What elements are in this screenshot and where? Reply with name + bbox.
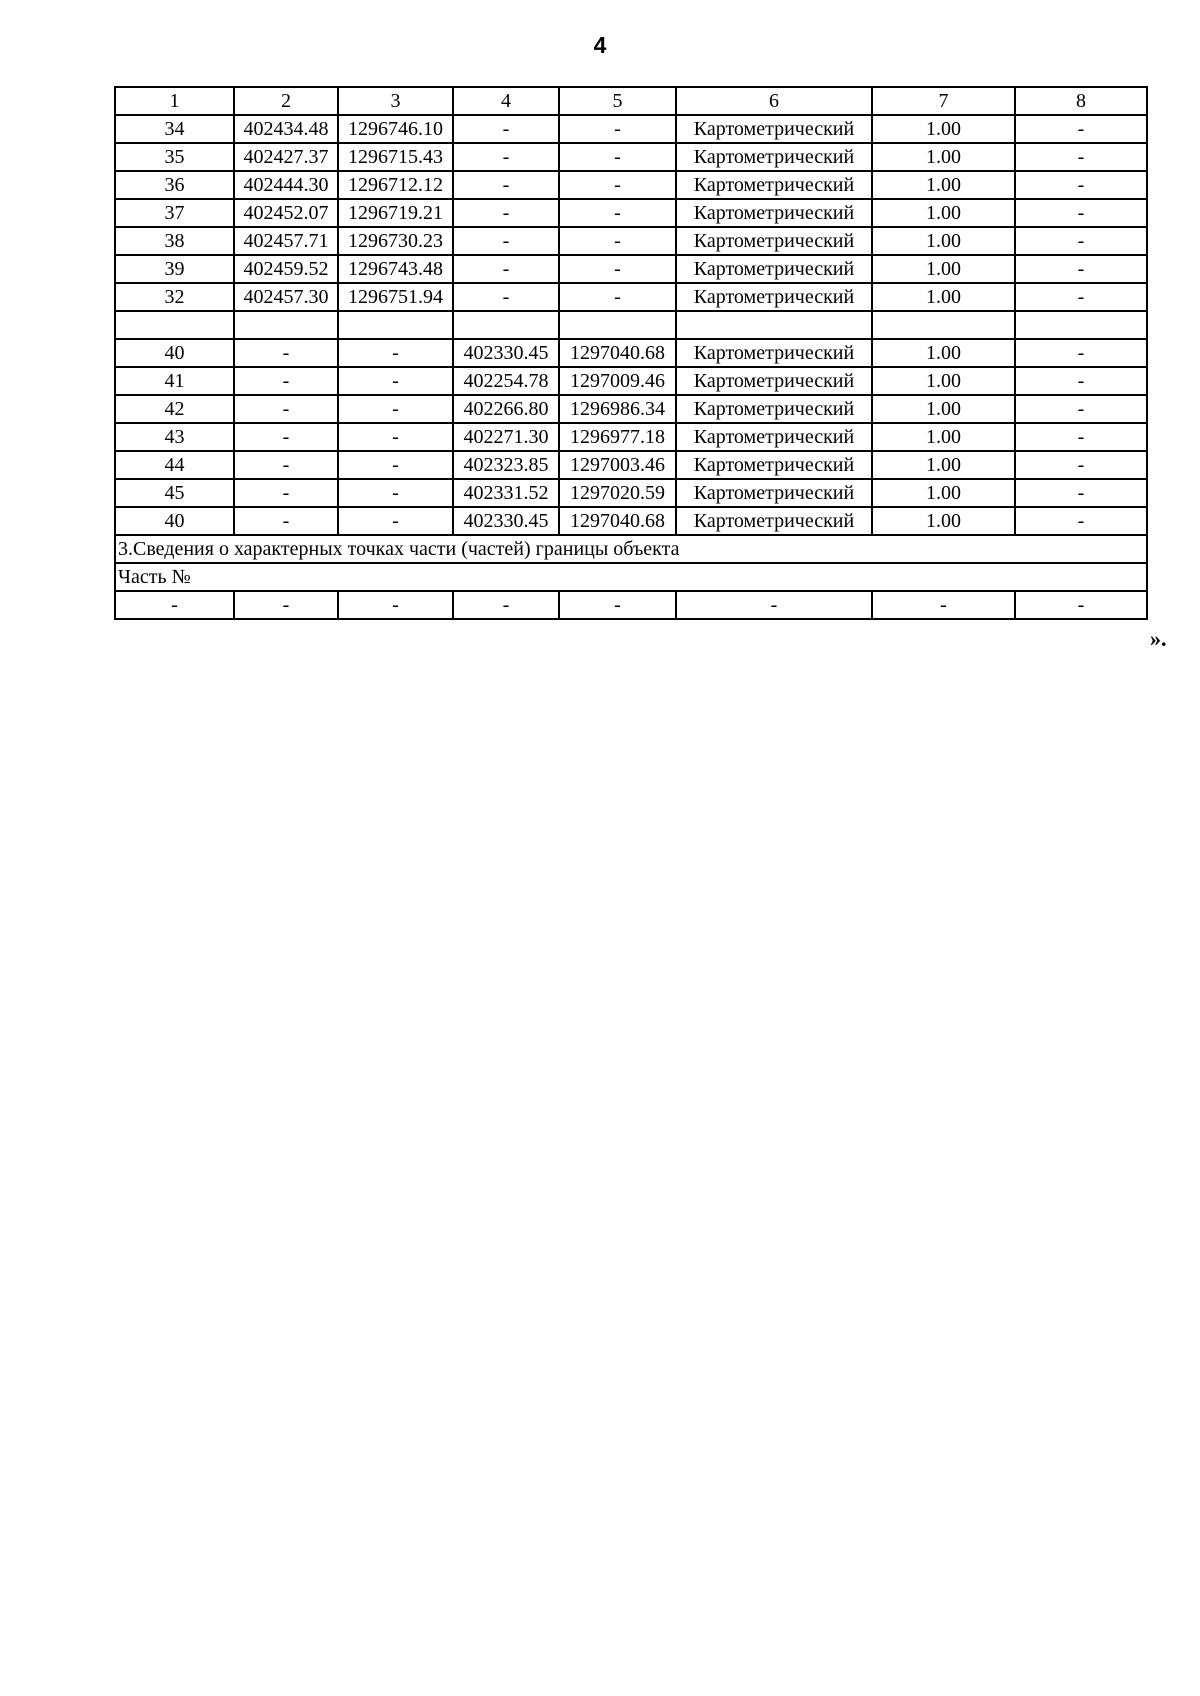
table-row — [115, 479, 1147, 507]
table-cell: - — [453, 115, 559, 143]
table-cell: - — [338, 591, 453, 619]
table-cell: - — [338, 339, 453, 367]
table-row — [115, 423, 1147, 451]
table-cell: Картометрический — [676, 115, 872, 143]
table-cell: - — [1015, 367, 1147, 395]
table-cell — [559, 311, 676, 339]
table-cell: - — [453, 255, 559, 283]
table-header-cell: 7 — [872, 87, 1015, 115]
table-cell: - — [453, 227, 559, 255]
table-cell: - — [1015, 339, 1147, 367]
table-cell: 402271.30 — [453, 423, 559, 451]
table-cell: 402457.30 — [234, 283, 338, 311]
table-cell: - — [234, 591, 338, 619]
closing-quote: ». — [1150, 626, 1167, 651]
table-cell: - — [1015, 171, 1147, 199]
table-cell: - — [1015, 255, 1147, 283]
table-cell: 1296743.48 — [338, 255, 453, 283]
table-row — [115, 255, 1147, 283]
table-cell: 34 — [115, 115, 234, 143]
table-cell: - — [1015, 143, 1147, 171]
table-cell: Картометрический — [676, 199, 872, 227]
table-cell: - — [559, 227, 676, 255]
table-cell: Картометрический — [676, 423, 872, 451]
table-header-cell: 4 — [453, 87, 559, 115]
table-cell: 402459.52 — [234, 255, 338, 283]
table-cell: 39 — [115, 255, 234, 283]
table-cell: 1.00 — [872, 115, 1015, 143]
table-cell: 1297040.68 — [559, 507, 676, 535]
table-row — [115, 143, 1147, 171]
table-cell: Картометрический — [676, 395, 872, 423]
table-cell: - — [234, 367, 338, 395]
table-cell: 1.00 — [872, 283, 1015, 311]
table-cell: 1296730.23 — [338, 227, 453, 255]
table-cell: 42 — [115, 395, 234, 423]
table-cell: - — [559, 115, 676, 143]
table-cell: 1296715.43 — [338, 143, 453, 171]
table-cell: Картометрический — [676, 227, 872, 255]
table-cell: 1296719.21 — [338, 199, 453, 227]
table-cell: 1296751.94 — [338, 283, 453, 311]
table-cell: Картометрический — [676, 507, 872, 535]
table-cell: - — [559, 283, 676, 311]
table-cell: - — [453, 171, 559, 199]
table-cell: - — [234, 395, 338, 423]
part-label: Часть № — [115, 563, 1147, 591]
table-cell: Картометрический — [676, 451, 872, 479]
table-cell: 1.00 — [872, 395, 1015, 423]
table-row — [115, 395, 1147, 423]
table-cell — [453, 311, 559, 339]
part-row — [115, 591, 1147, 619]
table-cell: - — [234, 479, 338, 507]
table-cell: 1.00 — [872, 451, 1015, 479]
table-cell: - — [115, 591, 234, 619]
table-cell: Картометрический — [676, 283, 872, 311]
table-cell: - — [1015, 199, 1147, 227]
table-cell: - — [559, 255, 676, 283]
table-cell: - — [234, 339, 338, 367]
table-cell: 1297020.59 — [559, 479, 676, 507]
table-cell: 402457.71 — [234, 227, 338, 255]
table-cell: 32 — [115, 283, 234, 311]
table-cell — [872, 311, 1015, 339]
table-cell: - — [559, 591, 676, 619]
table-cell: Картометрический — [676, 255, 872, 283]
table-cell: 402330.45 — [453, 507, 559, 535]
table-cell: - — [1015, 283, 1147, 311]
table-cell: - — [872, 591, 1015, 619]
table-cell — [234, 311, 338, 339]
table-cell: 45 — [115, 479, 234, 507]
table-cell: - — [453, 283, 559, 311]
table-cell: 1297003.46 — [559, 451, 676, 479]
table-row — [115, 171, 1147, 199]
table-cell: - — [338, 479, 453, 507]
table-row-empty — [115, 311, 1147, 339]
table-cell: 1296977.18 — [559, 423, 676, 451]
table-cell: 402444.30 — [234, 171, 338, 199]
table-cell — [115, 311, 234, 339]
table-cell: 402323.85 — [453, 451, 559, 479]
table-cell: - — [1015, 395, 1147, 423]
table-cell: 37 — [115, 199, 234, 227]
table-cell: 1297040.68 — [559, 339, 676, 367]
table-cell: - — [338, 423, 453, 451]
table-cell: 1296746.10 — [338, 115, 453, 143]
table-cell: 43 — [115, 423, 234, 451]
table-cell: 1.00 — [872, 479, 1015, 507]
table-header-cell: 8 — [1015, 87, 1147, 115]
table-cell: - — [1015, 451, 1147, 479]
table-cell: Картометрический — [676, 367, 872, 395]
table-cell: 402434.48 — [234, 115, 338, 143]
table-cell: - — [453, 143, 559, 171]
table-cell: 38 — [115, 227, 234, 255]
table-row — [115, 199, 1147, 227]
table-cell: - — [453, 591, 559, 619]
table-cell: 1.00 — [872, 227, 1015, 255]
table-cell: - — [453, 199, 559, 227]
table-cell: 402452.07 — [234, 199, 338, 227]
table-row — [115, 115, 1147, 143]
table-cell: 1.00 — [872, 199, 1015, 227]
table-cell: - — [234, 451, 338, 479]
table-cell: - — [559, 143, 676, 171]
table-cell — [338, 311, 453, 339]
table-header-cell: 5 — [559, 87, 676, 115]
table-cell: 1.00 — [872, 255, 1015, 283]
table-cell: 1.00 — [872, 143, 1015, 171]
table-cell: Картометрический — [676, 143, 872, 171]
section3-title: 3.Сведения о характерных точках части (частей) границы объекта — [115, 535, 1147, 563]
table-cell: Картометрический — [676, 339, 872, 367]
page-number: 4 — [593, 32, 607, 58]
table-header-cell: 6 — [676, 87, 872, 115]
table-cell: - — [1015, 591, 1147, 619]
table-cell: 1.00 — [872, 367, 1015, 395]
table-cell: - — [559, 199, 676, 227]
table-cell: 41 — [115, 367, 234, 395]
coordinates-table — [114, 86, 1148, 620]
table-row — [115, 451, 1147, 479]
table-cell: 402427.37 — [234, 143, 338, 171]
table-header-row — [115, 87, 1147, 115]
table-cell: - — [338, 451, 453, 479]
table-cell: Картометрический — [676, 171, 872, 199]
table-cell: 402266.80 — [453, 395, 559, 423]
table-cell: - — [559, 171, 676, 199]
part-label-row — [115, 563, 1147, 591]
table-cell: 1.00 — [872, 507, 1015, 535]
table-header-cell: 3 — [338, 87, 453, 115]
table-cell: 44 — [115, 451, 234, 479]
table-cell: 402331.52 — [453, 479, 559, 507]
table-cell — [676, 311, 872, 339]
table-header-cell: 2 — [234, 87, 338, 115]
table-cell: - — [338, 395, 453, 423]
table-row — [115, 227, 1147, 255]
table-cell: 402254.78 — [453, 367, 559, 395]
table-cell: 1.00 — [872, 423, 1015, 451]
table-cell — [1015, 311, 1147, 339]
table-cell: - — [1015, 423, 1147, 451]
table-cell: - — [234, 507, 338, 535]
table-row — [115, 339, 1147, 367]
table-cell: - — [1015, 115, 1147, 143]
table-cell: - — [676, 591, 872, 619]
table-cell: 1296712.12 — [338, 171, 453, 199]
table-cell: 1.00 — [872, 171, 1015, 199]
table-row — [115, 367, 1147, 395]
table-cell: 1.00 — [872, 339, 1015, 367]
table-cell: 402330.45 — [453, 339, 559, 367]
table-header-cell: 1 — [115, 87, 234, 115]
table-cell: - — [234, 423, 338, 451]
table-cell: Картометрический — [676, 479, 872, 507]
section3-title-row — [115, 535, 1147, 563]
table-cell: - — [1015, 227, 1147, 255]
table-cell: 1297009.46 — [559, 367, 676, 395]
table-cell: - — [1015, 507, 1147, 535]
table-cell: - — [1015, 479, 1147, 507]
table-cell: - — [338, 367, 453, 395]
table-cell: 40 — [115, 339, 234, 367]
table-cell: 36 — [115, 171, 234, 199]
table-cell: 35 — [115, 143, 234, 171]
table-cell: 40 — [115, 507, 234, 535]
table-row — [115, 283, 1147, 311]
table-row — [115, 507, 1147, 535]
table-cell: 1296986.34 — [559, 395, 676, 423]
table-cell: - — [338, 507, 453, 535]
